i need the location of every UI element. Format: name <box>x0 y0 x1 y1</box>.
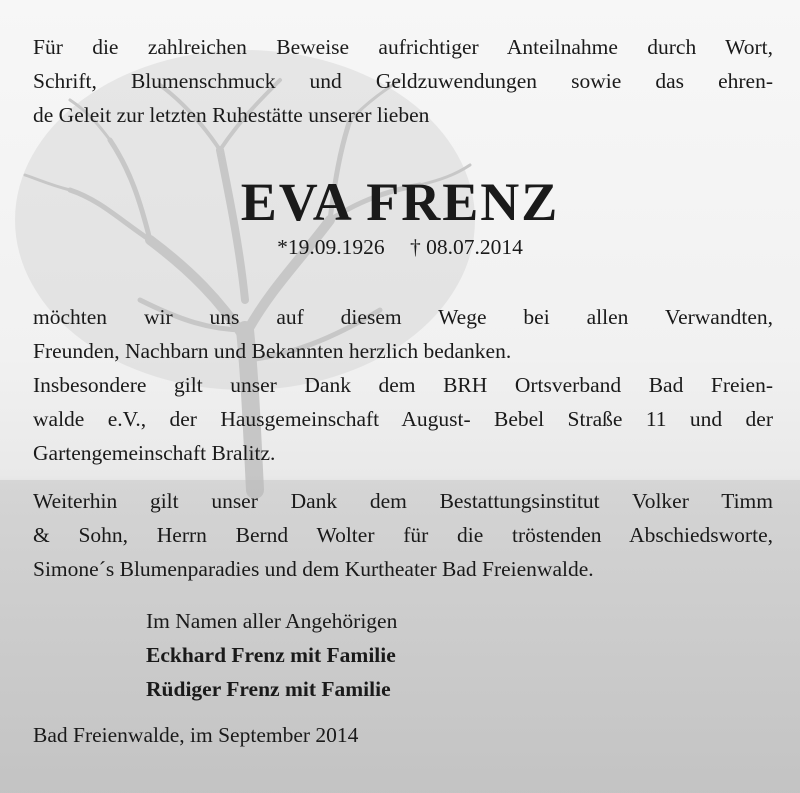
deceased-name: EVA FRENZ <box>240 172 560 232</box>
further-line-1: Weiterhin gilt unser Dank dem Bestattungsinstitut Volker Timm <box>33 489 773 513</box>
thanks-line-1: möchten wir uns auf diesem Wege bei allen Verwandten, <box>33 305 773 329</box>
death-date: † 08.07.2014 <box>410 235 523 259</box>
birth-date: *19.09.1926 <box>277 235 385 259</box>
thanks-line-5: Gartengemeinschaft Bralitz. <box>33 441 276 465</box>
signature-intro: Im Namen aller Angehörigen <box>146 609 398 633</box>
intro-line-1: Für die zahlreichen Beweise aufrichtiger Anteilnahme durch Wort, <box>33 35 773 59</box>
thanks-line-3: Insbesondere gilt unser Dank dem BRH Ortsverband Bad Freien- <box>33 373 773 397</box>
further-line-2: & Sohn, Herrn Bernd Wolter für die tröstenden Abschiedsworte, <box>33 523 773 547</box>
place-date: Bad Freienwalde, im September 2014 <box>33 723 359 747</box>
signature-family-1: Eckhard Frenz mit Familie <box>146 643 396 667</box>
life-dates <box>0 232 800 262</box>
signature-family-2: Rüdiger Frenz mit Familie <box>146 677 391 701</box>
thanks-line-4: walde e.V., der Hausgemeinschaft August- Bebel Straße 11 und der <box>33 407 773 431</box>
further-line-3: Simone´s Blumenparadies und dem Kurtheater Bad Freienwalde. <box>33 557 594 581</box>
thanks-line-2: Freunden, Nachbarn und Bekannten herzlich bedanken. <box>33 339 512 363</box>
intro-line-3: de Geleit zur letzten Ruhestätte unserer lieben <box>33 103 430 127</box>
intro-line-2: Schrift, Blumenschmuck und Geldzuwendungen sowie das ehren- <box>33 69 773 93</box>
